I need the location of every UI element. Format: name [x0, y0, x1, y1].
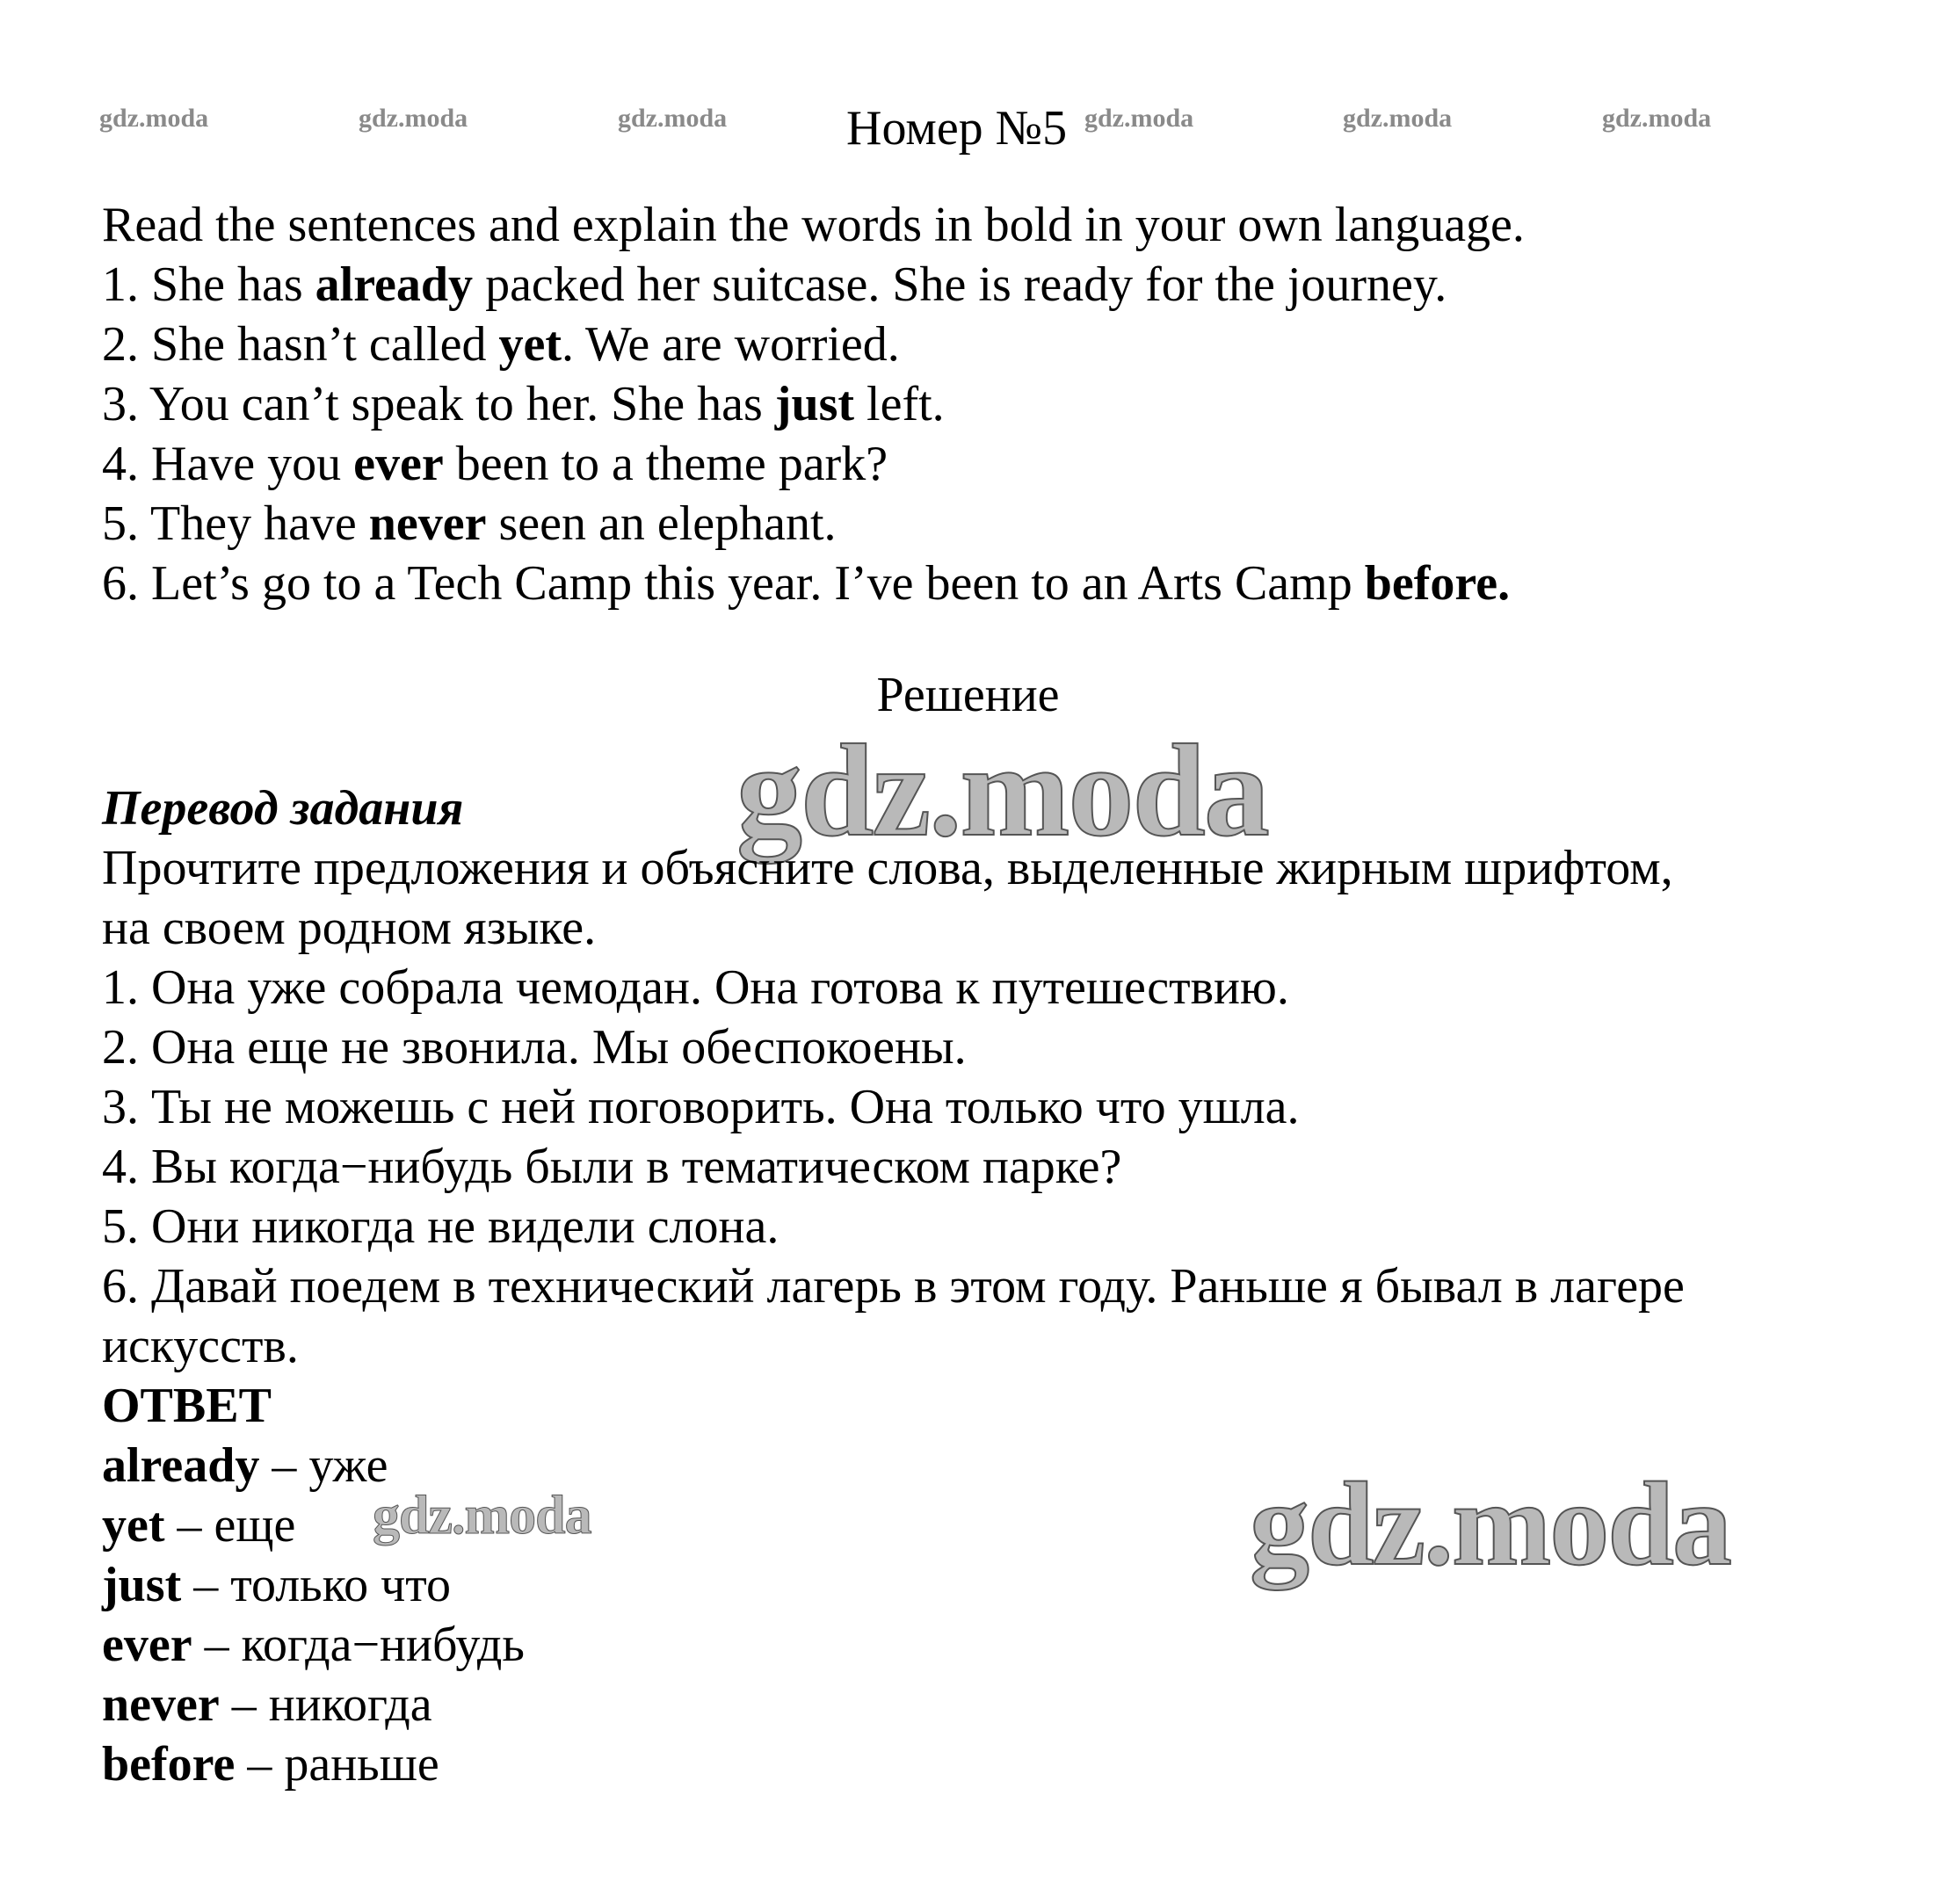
translation-line: 1. Она уже собрала чемодан. Она готова к путешествию. [102, 960, 1289, 1015]
task-sentence: 3. You can’t speak to her. She has just left. [102, 377, 945, 431]
task-sentence: 5. They have never seen an elephant. [102, 496, 837, 551]
translation-line: 4. Вы когда−нибудь были в тематическом парке? [102, 1140, 1122, 1194]
answer-heading: ОТВЕТ [102, 1379, 272, 1433]
watermark-small: gdz.moda [1084, 104, 1194, 133]
translation-line: искусств. [102, 1319, 299, 1373]
translation-instruction: Прочтите предложения и объясните слова, выделенные жирным шрифтом, [102, 841, 1673, 895]
watermark-large: gdz.moda [1250, 1459, 1730, 1590]
task-sentence: 2. She hasn’t called yet. We are worried. [102, 317, 900, 372]
translation-line: 3. Ты не можешь с ней поговорить. Она только что ушла. [102, 1080, 1300, 1134]
answer-item: just – только что [102, 1558, 451, 1612]
translation-instruction: на своем родном языке. [102, 901, 597, 955]
watermark-small: gdz.moda [1343, 104, 1453, 133]
task-sentence: 6. Let’s go to a Tech Camp this year. I’ve been to an Arts Camp before. [102, 556, 1511, 611]
translation-line: 2. Она еще не звонила. Мы обеспокоены. [102, 1020, 967, 1075]
watermark-large: gdz.moda [736, 718, 1268, 864]
answer-item: already – уже [102, 1438, 388, 1493]
translation-heading: Перевод задания [102, 781, 464, 836]
answer-item: yet – еще [102, 1498, 296, 1553]
solution-heading: Решение [876, 668, 1060, 722]
answer-item: ever – когда−нибудь [102, 1618, 525, 1672]
answer-item: before – раньше [102, 1737, 439, 1792]
page-title: Номер №5 [846, 101, 1068, 156]
task-sentence: 4. Have you ever been to a theme park? [102, 437, 888, 491]
translation-line: 5. Они никогда не видели слона. [102, 1199, 779, 1254]
watermark-small: gdz.moda [99, 104, 209, 133]
task-instruction: Read the sentences and explain the words in bold in your own language. [102, 198, 1525, 252]
translation-line: 6. Давай поедем в технический лагерь в этом году. Раньше я бывал в лагере [102, 1259, 1685, 1314]
watermark-small: gdz.moda [1602, 104, 1712, 133]
answer-item: never – никогда [102, 1677, 432, 1732]
task-sentence: 1. She has already packed her suitcase. She is ready for the journey. [102, 257, 1447, 312]
watermark-small: gdz.moda [359, 104, 468, 133]
watermark-medium: gdz.moda [373, 1486, 591, 1546]
watermark-small: gdz.moda [618, 104, 728, 133]
